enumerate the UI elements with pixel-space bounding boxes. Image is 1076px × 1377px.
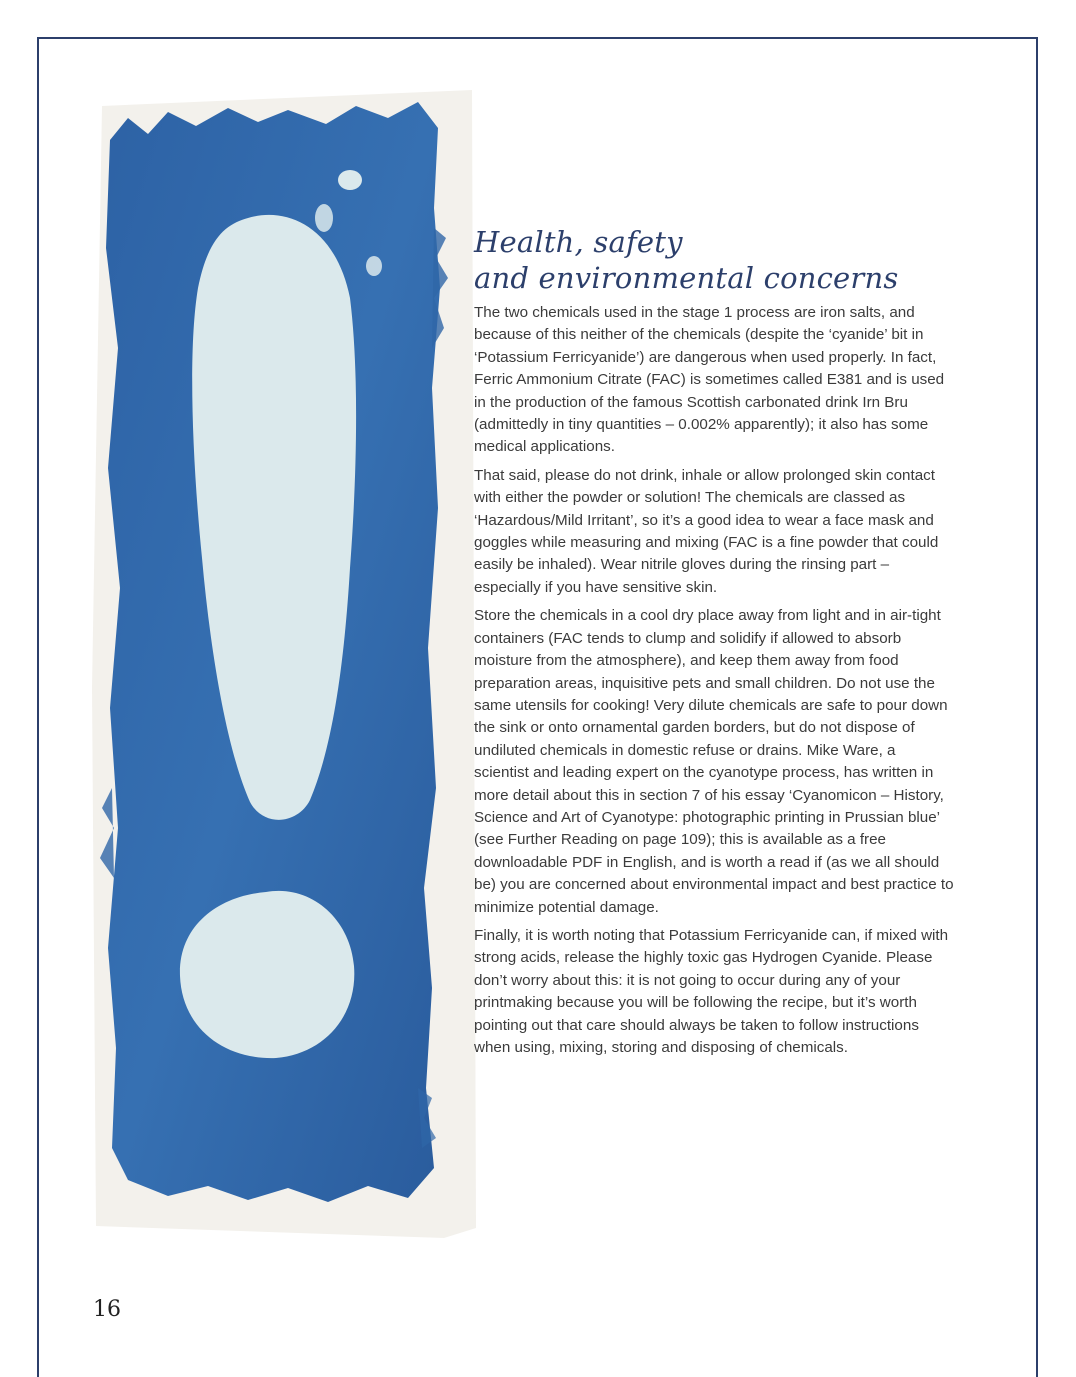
- heading-line-2: and environmental concerns: [474, 261, 899, 295]
- paragraph: That said, please do not drink, inhale or allow prolonged skin contact with either the powder or solution! The chemicals are classed as ‘Hazardous/Mild Irritant’, so it’s a good idea to wear a face mask and goggles while measuring and mixing (FAC is a fine powder that could easily be inhaled). Wear nitrile gloves during the rinsing part – especially if you have sensitive skin.: [474, 466, 939, 596]
- paragraph: Finally, it is worth noting that Potassium Ferricyanide can, if mixed with strong acids, release the highly toxic gas Hydrogen Cyanide. Please don’t worry about this: it is not going to occur during any of your printmaking because you will be following the recipe, but it’s worth pointing out that care should always be taken to follow instructions when using, mixing, storing and disposing of chemicals.: [474, 926, 949, 1056]
- exclamation-mark-image: [88, 88, 480, 1248]
- article: [474, 224, 954, 1065]
- heading-line-1: Health, safety: [474, 225, 683, 259]
- article-heading: [474, 224, 954, 296]
- page-number: 16: [93, 1297, 121, 1322]
- paragraph: The two chemicals used in the stage 1 process are iron salts, and because of this neither of the chemicals (despite the ‘cyanide’ bit in ‘Potassium Ferricyanide’) are dangerous when used properly. In fact, Ferric Ammonium Citrate (FAC) is sometimes called E381 and is used in the production of the famous Scottish carbonated drink Irn Bru (admittedly in tiny quantities – 0.002% apparently); it also has some medical applications.: [474, 304, 945, 456]
- exclamation-dot: [180, 891, 354, 1058]
- article-body: [474, 302, 954, 1059]
- paragraph: Store the chemicals in a cool dry place away from light and in air-tight containers (FAC tends to clump and solidify if allowed to absorb moisture from the atmosphere), and keep them away from food preparation areas, inquisitive pets and small children. Do not use the same utensils for cooking! Very dilute chemicals are safe to pour down the sink or onto ornamental garden borders, but do not dispose of undiluted chemicals in domestic refuse or drains. Mike Ware, a scientist and leading expert on the cyanotype process, has written in more detail about this in section 7 of his essay ‘Cyanomicon – History, Science and Art of Cyanotype: photographic printing in Prussian blue’ (see Further Reading on page 109); this is available as a free downloadable PDF in English, and is worth a read if (as we all should be) you are concerned about environmental impact and best practice to minimize potential damage.: [474, 607, 954, 916]
- cyanotype-exclamation-print: [88, 88, 480, 1248]
